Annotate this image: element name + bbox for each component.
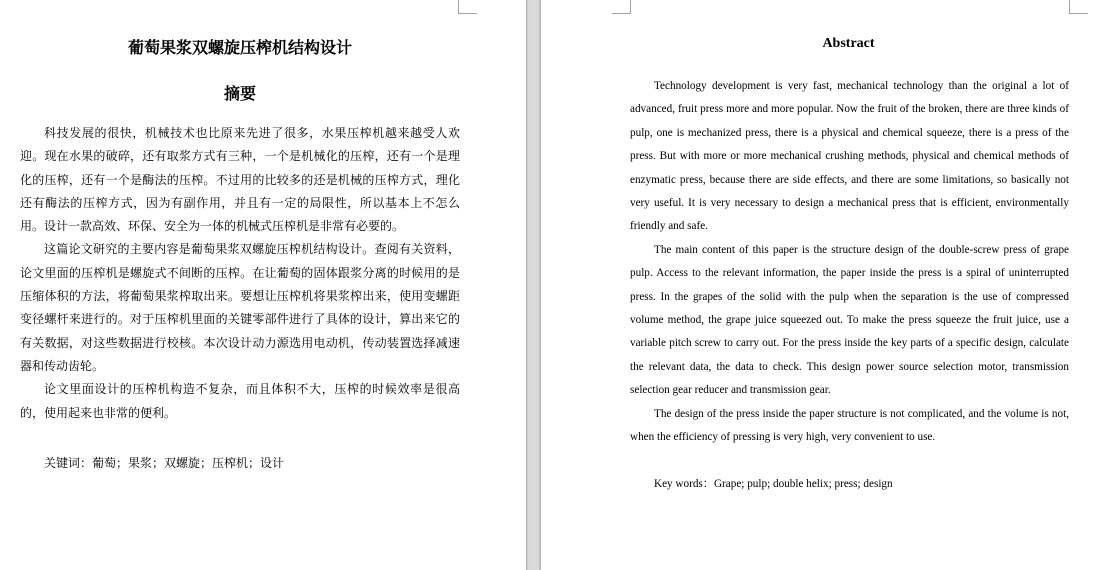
abstract-paragraph: 科技发展的很快，机械技术也比原来先进了很多，水果压榨机越来越受人欢迎。现在水果的破碎，还有取浆方式有三种，一个是机械化的压榨，还有一个是理化的压榨，还有一个是酶法的压榨。不过用的比较多的还是机械的压榨方式，理化还有酶法的压榨方式，因为有副作用，并且有一定的局限性，所以基本上不怎么用。设计一款高效、环保、安全为一体的机械式压榨机是非常有必要的。 (20, 126, 460, 234)
margin-corner-mark (1069, 0, 1088, 14)
keywords-en: Key words：Grape; pulp; double helix; press; design (654, 478, 893, 490)
abstract-heading-cn: 摘要 (223, 84, 256, 103)
margin-corner-mark (612, 0, 631, 14)
left-page (0, 0, 526, 570)
margin-corner-mark (458, 0, 477, 14)
abstract-paragraph: Technology development is very fast, mechanical technology than the original a lot of advanced, fruit press more and more popular. Now the fruit of the broken, there are three kinds of pulp, one is mechanized press, there is a physical and chemical squeeze, there is a press of the press. But with more or more mechanical crushing methods, physical and chemical methods of enzymatic press, because there are side effects, and there are some limitations, so basically not very useful. It is very necessary to design a mechanical press that is efficient, environmentally friendly and safe. (630, 80, 1069, 233)
abstract-heading-en: Abstract (822, 36, 875, 51)
abstract-body-cn (20, 122, 460, 425)
right-page (541, 0, 1093, 570)
abstract-paragraph: 这篇论文研究的主要内容是葡萄果浆双螺旋压榨机结构设计。查阅有关资料，论文里面的压榨机是螺旋式不间断的压榨。在让葡萄的固体跟浆分离的时候用的是压缩体积的方法，将葡萄果浆榨取出来。要想让压榨机将果浆榨出来，使用变螺距变径螺杆来进行的。对于压榨机里面的关键零部件进行了具体的设计，算出来它的有关数据，对这些数据进行校核。本次设计动力源选用电动机，传动装置选择减速器和传动齿轮。 (20, 242, 460, 373)
page-gutter (526, 0, 541, 570)
abstract-body-en (630, 75, 1069, 450)
abstract-paragraph: The main content of this paper is the structure design of the double-screw press of grape pulp. Access to the relevant information, the paper inside the press is a spiral of uninterrupted press. In the grapes of the solid with the pulp when the separation is the use of compressed volume method, the grape juice squeezed out. To make the press squeeze the fruit juice, use a variable pitch screw to carry out. For the press inside the key parts of a specific design, calculate the relevant data, the data to check. This design power source selection motor, transmission selection gear reducer and transmission gear. (630, 243, 1069, 397)
abstract-paragraph: The design of the press inside the paper structure is not complicated, and the volume is not, when the efficiency of pressing is very high, very convenient to use. (630, 407, 1069, 444)
keywords-cn: 关键词：葡萄；果浆；双螺旋；压榨机；设计 (44, 456, 285, 470)
abstract-paragraph: 论文里面设计的压榨机构造不复杂，而且体积不大，压榨的时候效率是很高的，使用起来也非常的便利。 (20, 382, 460, 420)
thesis-title: 葡萄果浆双螺旋压榨机结构设计 (127, 38, 352, 57)
